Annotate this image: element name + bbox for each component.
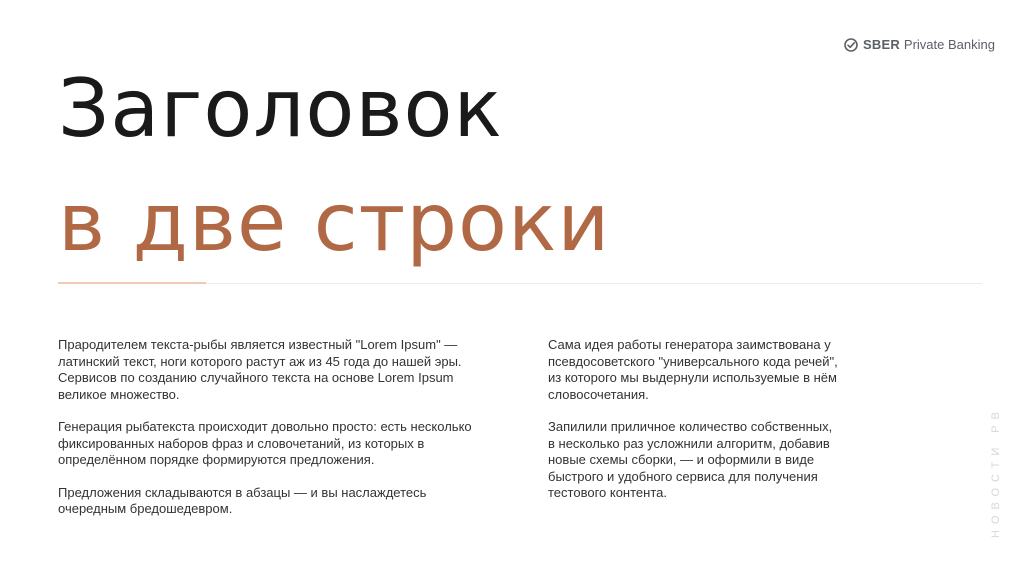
- divider-rule: [206, 283, 982, 284]
- logo-brand-name: SBER: [863, 37, 900, 52]
- paragraph: Предложения складываются в абзацы — и вы наслаждетесь очередным бредошедевром.: [58, 484, 427, 516]
- page-title: [58, 52, 610, 280]
- check-circle-icon: [844, 38, 858, 52]
- divider-accent: [58, 282, 206, 284]
- paragraph: Сама идея работы генератора заимствована у псевдосоветского "универсального кода речей", из которого мы выдернули используемые в нём словосочетания.: [548, 337, 838, 402]
- logo-tagline: Private Banking: [903, 37, 995, 52]
- paragraph: Запилили приличное количество собственных, в несколько раз усложнили алгоритм, добавив новые схемы сборки, — и оформили в виде быстрого и удобного сервиса для получения тестового контента.: [548, 419, 833, 500]
- text-column-left: [58, 337, 498, 534]
- paragraph: Прародителем текста-рыбы является известный "Lorem Ipsum" — латинский текст, ноги которого растут аж из 45 года до нашей эры. Сервисов по созданию случайного текста на основе Lorem Ipsum великое множество.: [58, 337, 462, 402]
- side-label: НОВОСТИ PB: [990, 406, 1002, 538]
- title-line-2: в две строки: [58, 176, 611, 269]
- sber-private-banking-logo: [844, 37, 995, 53]
- paragraph: Генерация рыбатекста происходит довольно просто: есть несколько фиксированных наборов фраз и словочетаний, из которых в определённом порядке формируются предложения.: [58, 419, 472, 467]
- text-column-right: [548, 337, 838, 518]
- title-line-1: Заголовок: [58, 62, 503, 155]
